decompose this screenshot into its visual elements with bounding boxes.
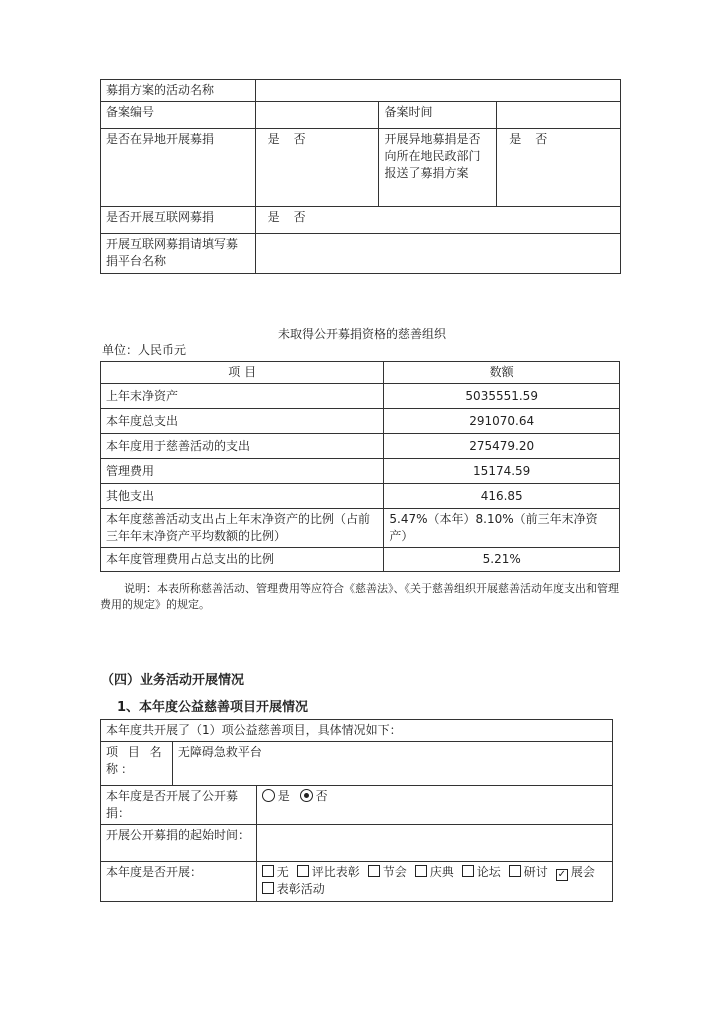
activity-label: 论坛	[476, 865, 501, 879]
project-name-value: 无障碍急救平台	[172, 742, 612, 786]
finance-row-amount: 416.85	[384, 484, 620, 509]
finance-row-amount: 275479.20	[384, 434, 620, 459]
header-amount: 数额	[384, 362, 620, 384]
activity-option[interactable]	[509, 864, 548, 881]
yes-radio[interactable]	[262, 789, 275, 802]
activity-label: 无	[276, 865, 289, 879]
activity-option[interactable]	[297, 864, 360, 881]
platform-label: 开展互联网募捐请填写募捐平台名称	[101, 234, 256, 274]
finance-title: 未取得公开募捐资格的慈善组织	[277, 327, 446, 341]
no-radio[interactable]	[300, 789, 313, 802]
activity-label: 表彰活动	[276, 882, 325, 896]
checkbox-icon[interactable]: ✓	[557, 869, 566, 880]
activity-option[interactable]	[368, 864, 407, 881]
checkbox-icon[interactable]	[262, 882, 274, 894]
activities-options	[256, 862, 612, 902]
unit-label: 单位：人民币元	[102, 343, 187, 357]
offsite-no: 否	[293, 132, 306, 146]
activities-label: 本年度是否开展：	[101, 862, 257, 902]
start-time-value	[256, 825, 612, 862]
finance-row-amount: 5.47%（本年）8.10%（前三年末净资产）	[384, 509, 620, 548]
report-label: 开展异地募捐是否向所在地民政部门报送了募捐方案	[379, 129, 497, 207]
internet-yes: 是	[267, 210, 280, 224]
start-time-label: 开展公开募捐的起始时间：	[101, 825, 257, 862]
fundraising-info-table	[100, 79, 621, 274]
finance-row-item: 本年度总支出	[101, 409, 384, 434]
section-heading: （四）业务活动开展情况	[101, 673, 245, 688]
finance-row-item: 管理费用	[101, 459, 384, 484]
header-item: 项 目	[101, 362, 384, 384]
offsite-label: 是否在异地开展募捐	[101, 129, 256, 207]
activity-option[interactable]	[262, 864, 289, 881]
record-no-label: 备案编号	[101, 102, 256, 129]
internet-no: 否	[293, 210, 306, 224]
activity-label: 研讨	[523, 865, 548, 879]
finance-row-amount: 291070.64	[384, 409, 620, 434]
checkbox-icon[interactable]	[462, 865, 474, 877]
checkbox-icon[interactable]	[509, 865, 521, 877]
plan-name-value	[255, 80, 620, 102]
project-table	[100, 719, 613, 902]
report-no: 否	[535, 132, 548, 146]
activity-option[interactable]	[462, 864, 501, 881]
checkbox-icon[interactable]	[415, 865, 427, 877]
offsite-yes-no	[255, 129, 379, 207]
activity-option[interactable]	[262, 881, 325, 898]
internet-yes-no	[255, 207, 620, 234]
record-no-value	[255, 102, 379, 129]
report-yes-no	[497, 129, 621, 207]
internet-label: 是否开展互联网募捐	[101, 207, 256, 234]
checkbox-icon[interactable]	[262, 865, 274, 877]
public-fundraise-label: 本年度是否开展了公开募捐：	[101, 786, 257, 825]
no-radio-label: 否	[315, 789, 328, 803]
checkbox-icon[interactable]	[368, 865, 380, 877]
project-intro: 本年度共开展了（1）项公益慈善项目，具体情况如下：	[101, 720, 613, 742]
yes-radio-label: 是	[277, 789, 290, 803]
finance-note: 说明：本表所称慈善活动、管理费用等应符合《慈善法》、《关于慈善组织开展慈善活动年度支出和管理费用的规定》的规定。	[100, 582, 619, 611]
activity-label: 展会	[570, 865, 595, 879]
activity-label: 评比表彰	[311, 865, 360, 879]
project-name-label: 项 目 名 称：	[101, 742, 173, 786]
finance-row-item: 本年度慈善活动支出占上年末净资产的比例（占前三年年末净资产平均数额的比例）	[101, 509, 384, 548]
platform-value	[255, 234, 620, 274]
report-yes: 是	[509, 132, 522, 146]
record-time-value	[497, 102, 621, 129]
plan-name-label: 募捐方案的活动名称	[101, 80, 256, 102]
finance-row-item: 其他支出	[101, 484, 384, 509]
finance-table	[100, 361, 620, 572]
finance-row-item: 本年度管理费用占总支出的比例	[101, 548, 384, 572]
public-fundraise-options	[256, 786, 612, 825]
activity-label: 节会	[382, 865, 407, 879]
offsite-yes: 是	[267, 132, 280, 146]
finance-row-amount: 5035551.59	[384, 384, 620, 409]
record-time-label: 备案时间	[379, 102, 497, 129]
sub-heading: 1、本年度公益慈善项目开展情况	[117, 700, 309, 715]
finance-row-amount: 5.21%	[384, 548, 620, 572]
activity-label: 庆典	[429, 865, 454, 879]
finance-row-amount: 15174.59	[384, 459, 620, 484]
activity-option[interactable]	[415, 864, 454, 881]
checkbox-icon[interactable]	[297, 865, 309, 877]
finance-row-item: 本年度用于慈善活动的支出	[101, 434, 384, 459]
activity-option[interactable]	[556, 864, 595, 881]
finance-row-item: 上年末净资产	[101, 384, 384, 409]
